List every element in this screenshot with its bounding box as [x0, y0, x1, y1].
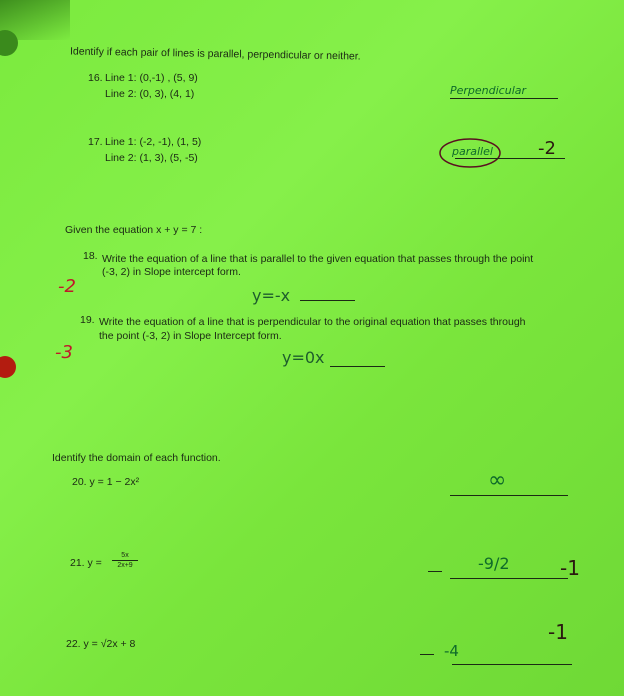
problem-20: 20. y = 1 − 2x²	[72, 476, 140, 488]
problem-21-prefix: 21. y =	[70, 557, 102, 569]
grade-mark: -1	[560, 556, 580, 580]
circle-annotation	[438, 136, 502, 170]
answer-line	[452, 664, 572, 665]
problem-text: the point (-3, 2) in Slope Intercept form.	[99, 330, 282, 342]
answer-line	[330, 366, 385, 367]
answer-handwritten: -9/2	[478, 554, 510, 573]
denominator: 2x+9	[112, 560, 138, 570]
problem-text: (-3, 2) in Slope intercept form.	[102, 266, 241, 278]
problem-text: Write the equation of a line that is parallel to the given equation that passes through the point	[102, 253, 534, 265]
grade-mark: -3	[55, 342, 73, 363]
answer-handwritten: -4	[444, 642, 459, 660]
grade-mark: -1	[548, 620, 568, 644]
answer-handwritten: y=0x	[282, 348, 325, 367]
punch-hole	[0, 356, 16, 378]
instruction-parallel-perpendicular: Identify if each pair of lines is parallel, perpendicular or neither.	[69, 45, 361, 63]
given-equation: Given the equation x + y = 7 :	[65, 224, 203, 236]
answer-line	[450, 578, 568, 579]
problem-number: 17.	[88, 136, 103, 148]
problem-22: 22. y = √2x + 8	[66, 638, 136, 650]
grade-mark: -2	[538, 138, 556, 159]
answer-parallel: parallel	[452, 145, 493, 158]
grade-mark: -2	[58, 276, 76, 297]
answer-dash	[420, 654, 434, 655]
problem-number: 19.	[80, 314, 95, 326]
infinity-answer: ∞	[488, 468, 507, 493]
answer-line	[450, 495, 568, 496]
answer-handwritten: y=-x	[252, 286, 291, 305]
problem-number: 16.	[88, 72, 103, 84]
line2-text: Line 2: (0, 3), (4, 1)	[105, 88, 195, 100]
answer-dash	[428, 571, 442, 572]
answer-line	[300, 300, 355, 301]
instruction-domain: Identify the domain of each function.	[52, 452, 221, 464]
numerator: 5x	[121, 552, 129, 559]
line1-text: Line 1: (0,-1) , (5, 9)	[105, 72, 198, 84]
problem-text: Write the equation of a line that is perpendicular to the original equation that passes through	[99, 316, 526, 328]
answer-perpendicular: Perpendicular	[450, 84, 527, 97]
line1-text: Line 1: (-2, -1), (1, 5)	[105, 136, 202, 148]
answer-line	[450, 98, 558, 99]
fraction	[112, 551, 138, 570]
line2-text: Line 2: (1, 3), (5, -5)	[105, 152, 198, 164]
problem-number: 18.	[83, 250, 98, 262]
